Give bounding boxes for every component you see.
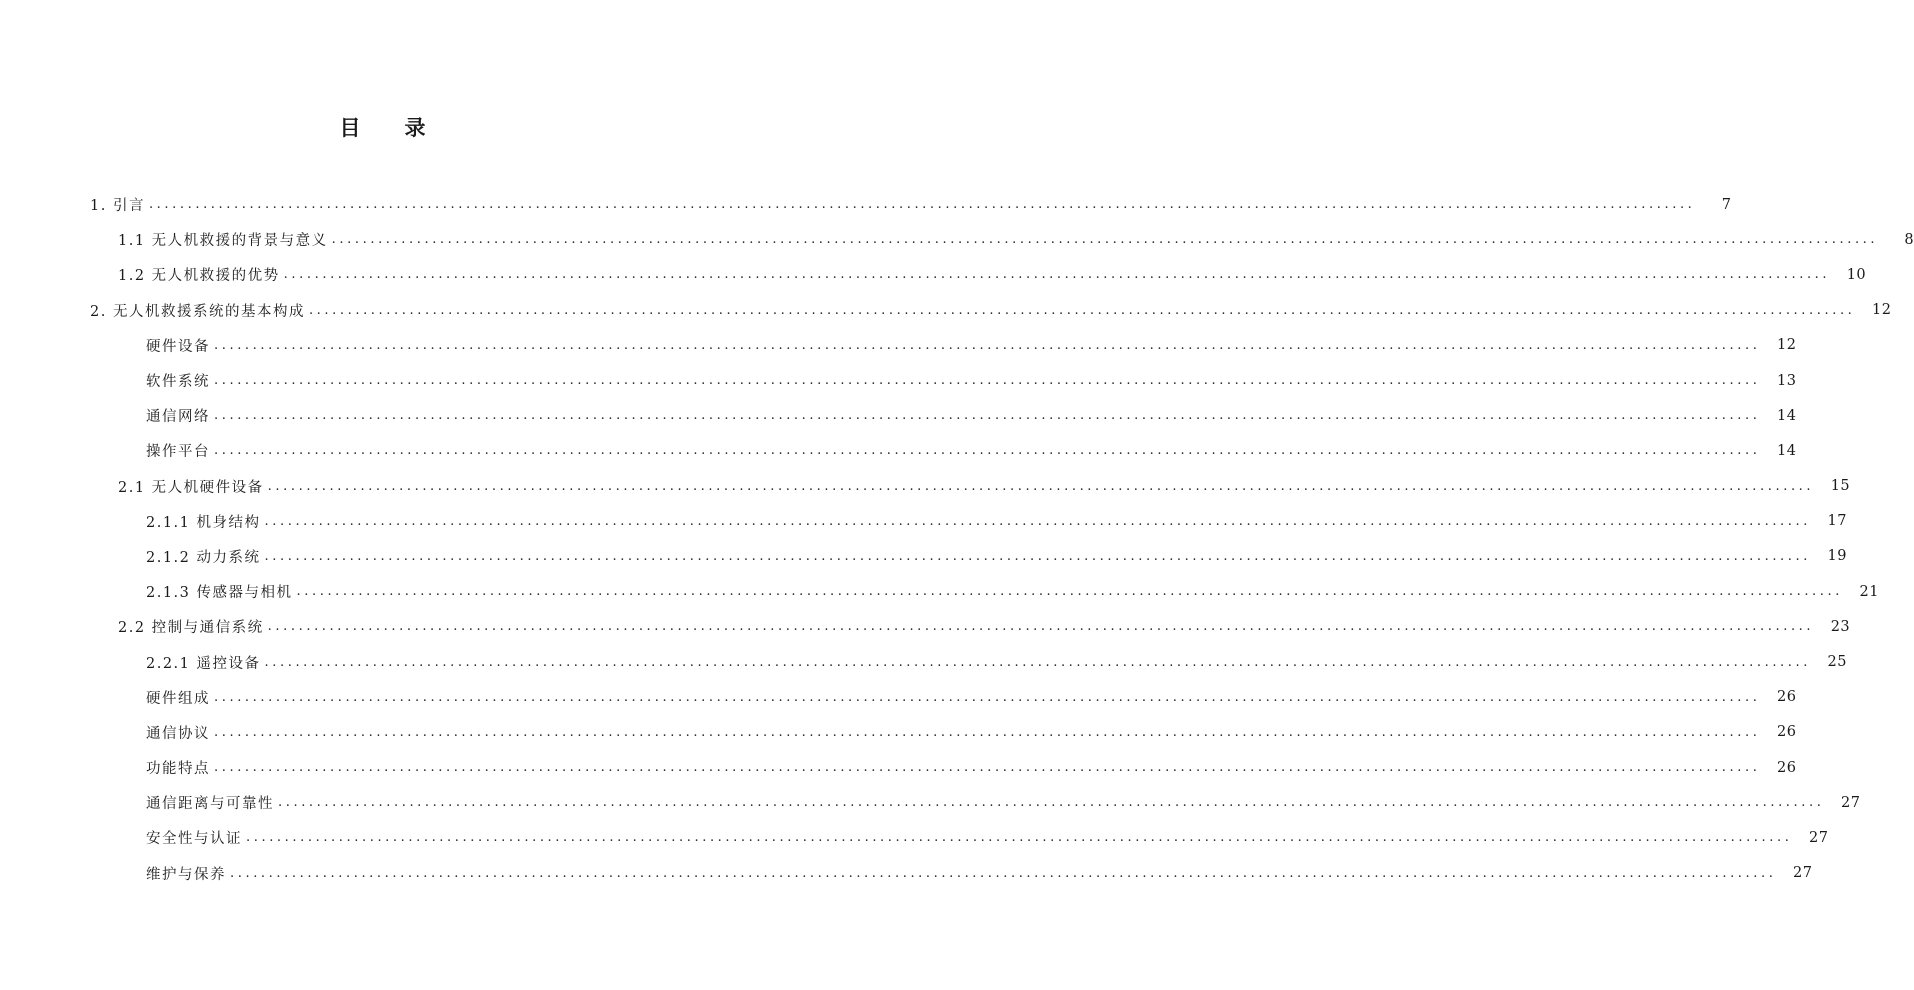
toc-leader-dots: ........................................................................................................................................................................................................ — [267, 478, 1815, 494]
toc-title-char-2: 录 — [404, 116, 426, 140]
toc-entry-label: 硬件设备 — [146, 338, 210, 355]
toc-leader-dots: ........................................................................................................................................................................................................ — [214, 373, 1761, 389]
toc-entry[interactable] — [0, 609, 1851, 644]
toc-entry[interactable] — [0, 328, 1797, 363]
toc-entry[interactable] — [0, 398, 1797, 433]
toc-entry[interactable] — [0, 785, 1861, 820]
toc-entry-label: 安全性与认证 — [146, 831, 242, 848]
toc-entry[interactable] — [0, 293, 1892, 328]
toc-leader-dots: ........................................................................................................................................................................................................ — [230, 865, 1777, 881]
toc-list — [0, 187, 1914, 891]
toc-entry[interactable] — [0, 469, 1851, 504]
toc-leader-dots: ........................................................................................................................................................................................................ — [214, 689, 1761, 705]
toc-leader-dots: ........................................................................................................................................................................................................ — [214, 443, 1761, 459]
toc-entry-page: 26 — [1777, 724, 1797, 741]
toc-entry-label: 通信距离与可靠性 — [146, 796, 274, 813]
toc-entry-label: 通信协议 — [146, 725, 210, 742]
toc-entry[interactable] — [0, 574, 1879, 609]
toc-entry-page: 27 — [1793, 865, 1813, 882]
toc-entry-page: 12 — [1777, 337, 1797, 354]
toc-entry-page: 12 — [1871, 302, 1892, 319]
toc-title — [0, 112, 765, 142]
toc-entry-page: 17 — [1827, 513, 1847, 530]
toc-leader-dots: ........................................................................................................................................................................................................ — [214, 724, 1761, 740]
toc-entry[interactable] — [0, 715, 1797, 750]
toc-entry-page: 26 — [1777, 689, 1797, 706]
toc-entry-label: 2.1.3 传感器与相机 — [146, 585, 293, 602]
toc-entry[interactable] — [0, 257, 1867, 292]
toc-entry-page: 8 — [1904, 231, 1914, 248]
toc-entry[interactable] — [0, 222, 1914, 257]
toc-entry-page: 15 — [1830, 478, 1851, 495]
toc-entry-label: 软件系统 — [146, 374, 210, 391]
toc-leader-dots: ........................................................................................................................................................................................................ — [296, 584, 1843, 600]
toc-entry-label: 2.1 无人机硬件设备 — [118, 479, 264, 496]
toc-entry-page: 14 — [1777, 442, 1797, 459]
toc-leader-dots: ........................................................................................................................................................................................................ — [308, 302, 1856, 318]
toc-entry-label: 1. 引言 — [90, 198, 145, 215]
toc-entry-label: 维护与保养 — [146, 866, 226, 883]
toc-entry-label: 2.1.2 动力系统 — [146, 549, 261, 566]
toc-leader-dots: ........................................................................................................................................................................................................ — [246, 830, 1793, 846]
toc-entry-page: 27 — [1809, 829, 1829, 846]
toc-entry-label: 硬件组成 — [146, 690, 210, 707]
toc-entry[interactable] — [0, 433, 1797, 468]
toc-leader-dots: ........................................................................................................................................................................................................ — [267, 619, 1815, 635]
toc-entry-label: 2. 无人机救援系统的基本构成 — [90, 303, 305, 320]
toc-leader-dots: ........................................................................................................................................................................................................ — [331, 232, 1879, 248]
toc-entry[interactable] — [0, 504, 1847, 539]
toc-entry-page: 14 — [1777, 407, 1797, 424]
toc-entry-label: 功能特点 — [146, 761, 210, 778]
toc-entry[interactable] — [0, 363, 1797, 398]
toc-entry-page: 26 — [1777, 759, 1797, 776]
toc-leader-dots: ........................................................................................................................................................................................................ — [148, 197, 1696, 213]
toc-entry-page: 19 — [1827, 548, 1847, 565]
toc-entry[interactable] — [0, 187, 1732, 222]
toc-leader-dots: ........................................................................................................................................................................................................ — [283, 267, 1831, 283]
toc-entry[interactable] — [0, 680, 1797, 715]
toc-title-char-1: 目 — [339, 116, 361, 140]
toc-entry-label: 1.1 无人机救援的背景与意义 — [118, 233, 328, 250]
toc-entry-label: 通信网络 — [146, 409, 210, 426]
toc-leader-dots: ........................................................................................................................................................................................................ — [214, 337, 1761, 353]
toc-entry-label: 2.2.1 遥控设备 — [146, 655, 261, 672]
toc-leader-dots: ........................................................................................................................................................................................................ — [264, 513, 1811, 529]
toc-leader-dots: ........................................................................................................................................................................................................ — [264, 654, 1811, 670]
toc-entry-label: 2.2 控制与通信系统 — [118, 620, 264, 637]
toc-entry-page: 7 — [1721, 196, 1732, 213]
toc-leader-dots: ........................................................................................................................................................................................................ — [278, 795, 1825, 811]
toc-entry[interactable] — [0, 820, 1829, 855]
toc-entry-page: 13 — [1777, 372, 1797, 389]
toc-entry-page: 25 — [1827, 654, 1847, 671]
toc-entry-label: 1.2 无人机救援的优势 — [118, 268, 280, 285]
toc-entry-page: 23 — [1830, 618, 1851, 635]
toc-entry[interactable] — [0, 856, 1813, 891]
toc-entry-label: 2.1.1 机身结构 — [146, 514, 261, 531]
toc-leader-dots: ........................................................................................................................................................................................................ — [214, 760, 1761, 776]
toc-leader-dots: ........................................................................................................................................................................................................ — [264, 548, 1811, 564]
toc-entry-page: 10 — [1846, 266, 1867, 283]
toc-entry[interactable] — [0, 750, 1797, 785]
toc-entry-label: 操作平台 — [146, 444, 210, 461]
toc-entry-page: 21 — [1859, 583, 1879, 600]
toc-entry[interactable] — [0, 539, 1847, 574]
toc-leader-dots: ........................................................................................................................................................................................................ — [214, 408, 1761, 424]
toc-entry-page: 27 — [1841, 794, 1861, 811]
toc-entry[interactable] — [0, 644, 1847, 679]
